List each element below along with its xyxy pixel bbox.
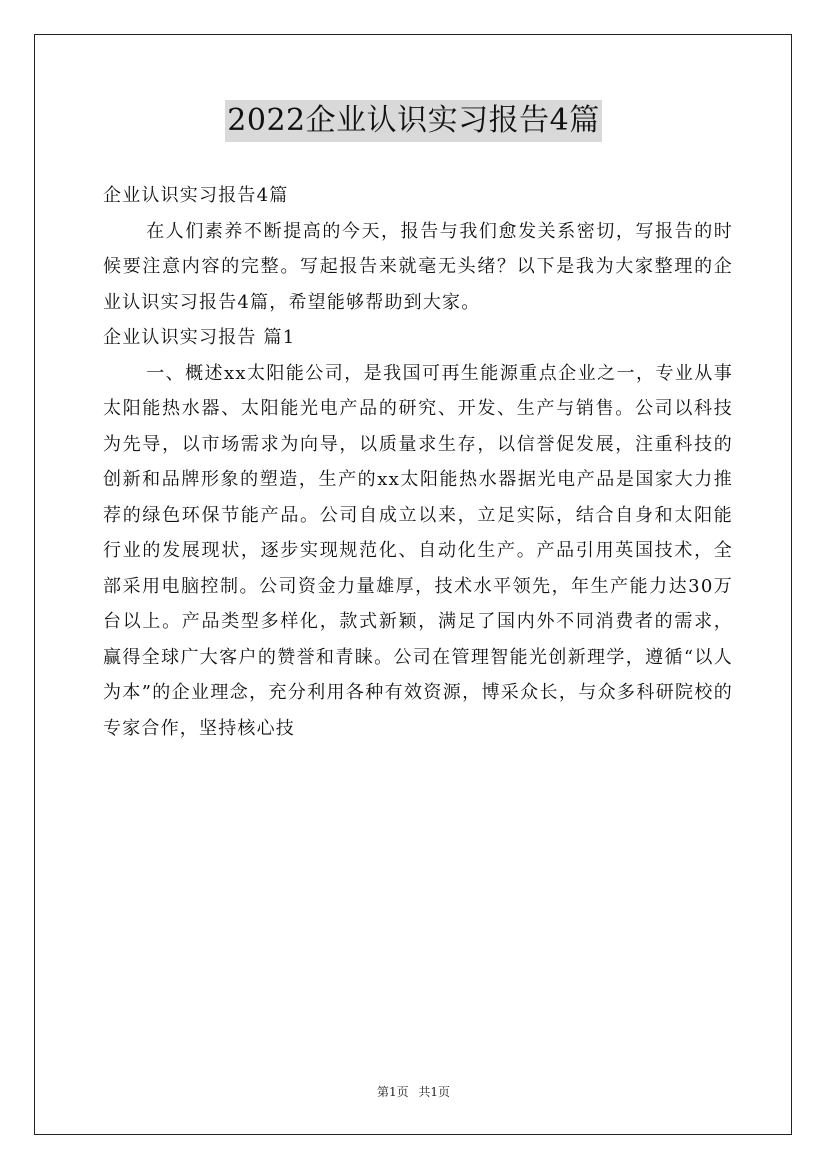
intro-paragraph: 在人们素养不断提高的今天，报告与我们愈发关系密切，写报告的时候要注意内容的完整。写起报告来就毫无头绪？以下是我为大家整理的企业认识实习报告4篇，希望能够帮助到大家。 [103, 220, 733, 313]
section-paragraph: 一、概述xx太阳能公司，是我国可再生能源重点企业之一，专业从事太阳能热水器、太阳能光电产品的研究、开发、生产与销售。公司以科技为先导，以市场需求为向导，以质量求生存，以信誉促发展，注重科技的创新和品牌形象的塑造，生产的xx太阳能热水器据光电产品是国家大力推荐的绿色环保节能产品。公司自成立以来，立足实际，结合自身和太阳能行业的发展现状，逐步实现规范化、自动化生产。产品引用英国技术，全部采用电脑控制。公司资金力量雄厚，技术水平领先，年生产能力达30万台以上。产品类型多样化，款式新颖，满足了国内外不同消费者的需求，赢得全球广大客户的赞誉和青睐。公司在管理智能光创新理学，遵循“以人为本”的企业理念，充分利用各种有效资源，博采众长，与众多科研院校的专家合作，坚持核心技 [103, 362, 733, 739]
section-heading: 企业认识实习报告 篇1 [103, 327, 296, 348]
page-total: 共1页 [418, 1085, 451, 1099]
page-footer [0, 1083, 827, 1100]
document-title: 2022企业认识实习报告4篇 [225, 100, 601, 142]
title-wrap [0, 100, 827, 142]
document-body [103, 178, 733, 746]
document-subtitle: 企业认识实习报告4篇 [103, 185, 289, 206]
page-number: 第1页 [376, 1085, 409, 1099]
